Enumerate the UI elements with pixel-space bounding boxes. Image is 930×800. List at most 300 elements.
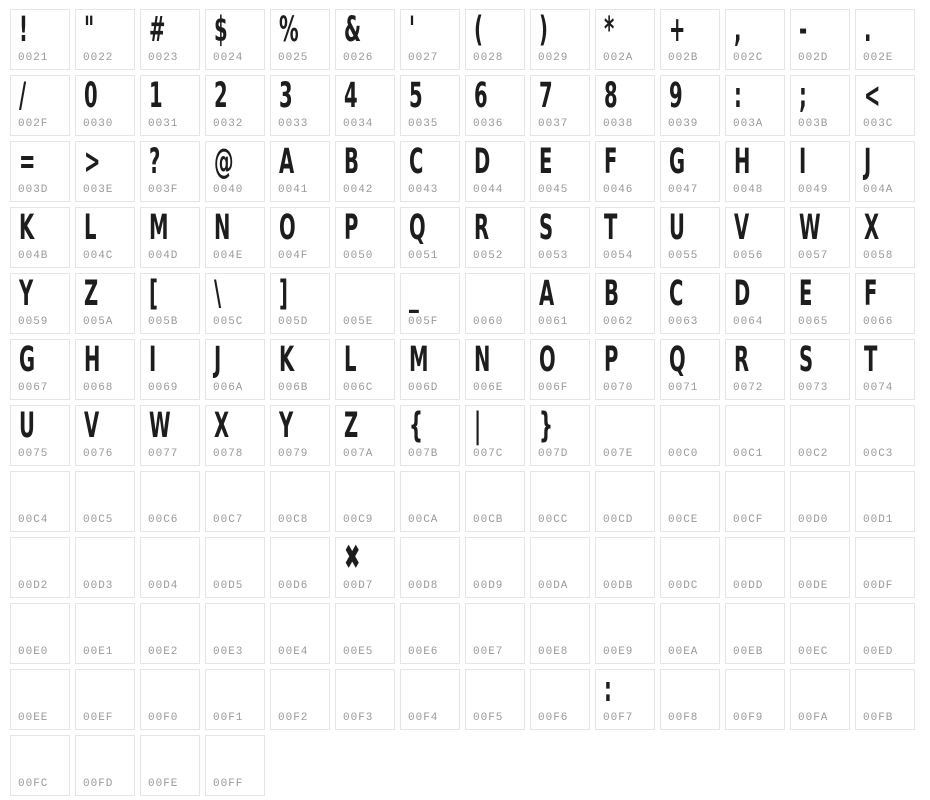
glyph-cell <box>855 405 915 466</box>
glyph-code-label: 00E0 <box>18 646 49 658</box>
glyph-cell <box>270 405 330 466</box>
glyph-char: 3 <box>279 76 293 116</box>
glyph-code-label: 00CF <box>733 514 764 526</box>
glyph-cell <box>270 273 330 334</box>
glyph-char: < <box>864 76 881 116</box>
glyph-char: { <box>409 406 423 446</box>
glyph-cell <box>660 339 720 400</box>
glyph-code-label: 002A <box>603 52 634 64</box>
glyph-code-label: 0041 <box>278 184 309 196</box>
glyph-code-label: 00C0 <box>668 448 699 460</box>
glyph-cell <box>465 207 525 268</box>
glyph-cell <box>400 9 460 70</box>
glyph-cell <box>400 471 460 532</box>
glyph-code-label: 00E6 <box>408 646 439 658</box>
glyph-cell <box>855 537 915 598</box>
glyph-cell <box>790 273 850 334</box>
glyph-cell <box>270 207 330 268</box>
glyph-char: , <box>734 10 742 50</box>
glyph-cell <box>725 471 785 532</box>
glyph-code-label: 0057 <box>798 250 829 262</box>
glyph-code-label: 0032 <box>213 118 244 130</box>
glyph-code-label: 00EB <box>733 646 764 658</box>
glyph-char: O <box>279 208 296 248</box>
glyph-cell <box>400 273 460 334</box>
glyph-code-label: 005E <box>343 316 374 328</box>
glyph-cell <box>465 471 525 532</box>
glyph-code-label: 003D <box>18 184 49 196</box>
glyph-char: N <box>214 208 231 248</box>
glyph-code-label: 0053 <box>538 250 569 262</box>
glyph-cell <box>790 9 850 70</box>
glyph-cell <box>205 471 265 532</box>
glyph-char: ? <box>149 142 161 182</box>
glyph-cell <box>530 471 590 532</box>
glyph-cell <box>400 405 460 466</box>
glyph-code-label: 0066 <box>863 316 894 328</box>
glyph-code-label: 0078 <box>213 448 244 460</box>
glyph-cell <box>140 405 200 466</box>
glyph-code-label: 00C9 <box>343 514 374 526</box>
glyph-code-label: 003B <box>798 118 829 130</box>
glyph-code-label: 00C7 <box>213 514 244 526</box>
glyph-code-label: 006C <box>343 382 374 394</box>
glyph-code-label: 0034 <box>343 118 374 130</box>
glyph-cell <box>400 75 460 136</box>
glyph-code-label: 00DE <box>798 580 829 592</box>
glyph-cell <box>660 603 720 664</box>
glyph-cell <box>75 603 135 664</box>
glyph-cell <box>400 207 460 268</box>
glyph-cell <box>140 735 200 796</box>
glyph-cell <box>270 9 330 70</box>
glyph-code-label: 0050 <box>343 250 374 262</box>
glyph-code-label: 00D3 <box>83 580 114 592</box>
glyph-cell <box>595 603 655 664</box>
glyph-cell <box>140 75 200 136</box>
glyph-code-label: 00DA <box>538 580 569 592</box>
glyph-cell <box>660 669 720 730</box>
glyph-cell <box>270 339 330 400</box>
glyph-cell <box>595 471 655 532</box>
glyph-code-label: 00E4 <box>278 646 309 658</box>
glyph-char: P <box>604 340 619 380</box>
glyph-char: N <box>474 340 491 380</box>
glyph-code-label: 00C6 <box>148 514 179 526</box>
glyph-char: : <box>734 76 742 116</box>
glyph-code-label: 0047 <box>668 184 699 196</box>
glyph-cell <box>790 669 850 730</box>
glyph-char: C <box>409 142 424 182</box>
glyph-cell <box>725 141 785 202</box>
glyph-cell <box>855 603 915 664</box>
glyph-code-label: 00CC <box>538 514 569 526</box>
glyph-char: 4 <box>344 76 358 116</box>
glyph-cell <box>205 537 265 598</box>
glyph-code-label: 0043 <box>408 184 439 196</box>
glyph-cell <box>140 471 200 532</box>
glyph-cell <box>140 273 200 334</box>
glyph-cell <box>790 339 850 400</box>
glyph-code-label: 0044 <box>473 184 504 196</box>
glyph-char: [ <box>149 274 158 314</box>
glyph-cell <box>855 75 915 136</box>
glyph-cell <box>530 273 590 334</box>
glyph-char: Z <box>84 274 99 314</box>
glyph-cell <box>465 603 525 664</box>
glyph-cell <box>595 9 655 70</box>
glyph-cell <box>660 75 720 136</box>
glyph-cell <box>660 405 720 466</box>
glyph-code-label: 0069 <box>148 382 179 394</box>
glyph-cell <box>725 339 785 400</box>
glyph-cell <box>270 669 330 730</box>
glyph-code-label: 007E <box>603 448 634 460</box>
glyph-code-label: 00EC <box>798 646 829 658</box>
glyph-cell <box>335 75 395 136</box>
glyph-code-label: 00E7 <box>473 646 504 658</box>
glyph-cell <box>725 75 785 136</box>
glyph-code-label: 006B <box>278 382 309 394</box>
glyph-code-label: 00D2 <box>18 580 49 592</box>
glyph-code-label: 00C1 <box>733 448 764 460</box>
glyph-char: W <box>799 208 821 248</box>
glyph-cell <box>725 273 785 334</box>
glyph-char: ! <box>19 10 28 50</box>
glyph-char: B <box>604 274 619 314</box>
glyph-char: I <box>149 340 157 380</box>
glyph-char: V <box>734 208 750 248</box>
glyph-char: E <box>539 142 553 182</box>
glyph-cell <box>270 75 330 136</box>
glyph-char: R <box>734 340 750 380</box>
glyph-cell <box>10 405 70 466</box>
glyph-code-label: 0072 <box>733 382 764 394</box>
glyph-cell <box>335 405 395 466</box>
glyph-char: V <box>84 406 100 446</box>
glyph-char: F <box>864 274 878 314</box>
glyph-code-label: 0061 <box>538 316 569 328</box>
glyph-char: Y <box>19 274 34 314</box>
glyph-code-label: 003C <box>863 118 894 130</box>
glyph-code-label: 00F9 <box>733 712 764 724</box>
glyph-cell <box>75 9 135 70</box>
glyph-cell <box>400 141 460 202</box>
glyph-char: ✖ <box>344 538 361 578</box>
glyph-code-label: 002E <box>863 52 894 64</box>
glyph-char: ; <box>799 76 807 116</box>
glyph-char: U <box>19 406 35 446</box>
glyph-cell <box>10 75 70 136</box>
glyph-cell <box>660 9 720 70</box>
glyph-cell <box>335 471 395 532</box>
glyph-cell <box>205 9 265 70</box>
glyph-code-label: 00F5 <box>473 712 504 724</box>
glyph-char: T <box>604 208 618 248</box>
glyph-code-label: 0038 <box>603 118 634 130</box>
glyph-char: 9 <box>669 76 683 116</box>
glyph-code-label: 002B <box>668 52 699 64</box>
glyph-cell <box>855 141 915 202</box>
glyph-code-label: 004C <box>83 250 114 262</box>
glyph-code-label: 00C4 <box>18 514 49 526</box>
glyph-char: $ <box>214 10 228 50</box>
glyph-cell <box>790 405 850 466</box>
glyph-cell <box>270 603 330 664</box>
glyph-cell <box>75 735 135 796</box>
glyph-cell <box>400 537 460 598</box>
glyph-cell <box>400 339 460 400</box>
glyph-char: K <box>279 340 295 380</box>
glyph-cell <box>725 537 785 598</box>
glyph-code-label: 0065 <box>798 316 829 328</box>
glyph-code-label: 002F <box>18 118 49 130</box>
glyph-cell <box>725 405 785 466</box>
glyph-cell <box>725 669 785 730</box>
glyph-code-label: 00F1 <box>213 712 244 724</box>
glyph-cell <box>270 141 330 202</box>
glyph-code-label: 00C5 <box>83 514 114 526</box>
glyph-code-label: 00DC <box>668 580 699 592</box>
glyph-char: ) <box>539 10 548 50</box>
glyph-code-label: 007C <box>473 448 504 460</box>
glyph-code-label: 0031 <box>148 118 179 130</box>
glyph-char: B <box>344 142 359 182</box>
glyph-char: > <box>84 142 101 182</box>
glyph-code-label: 00FE <box>148 778 179 790</box>
glyph-code-label: 006A <box>213 382 244 394</box>
glyph-cell <box>140 207 200 268</box>
glyph-code-label: 005F <box>408 316 439 328</box>
glyph-code-label: 0023 <box>148 52 179 64</box>
glyph-cell <box>595 207 655 268</box>
glyph-code-label: 00F0 <box>148 712 179 724</box>
glyph-cell <box>75 339 135 400</box>
glyph-cell <box>10 207 70 268</box>
glyph-char: M <box>149 208 169 248</box>
glyph-cell <box>140 9 200 70</box>
glyph-cell <box>530 603 590 664</box>
glyph-char: 8 <box>604 76 618 116</box>
glyph-cell <box>335 207 395 268</box>
glyph-code-label: 0055 <box>668 250 699 262</box>
glyph-code-label: 00FA <box>798 712 829 724</box>
glyph-cell <box>400 603 460 664</box>
glyph-cell <box>270 537 330 598</box>
glyph-cell <box>660 537 720 598</box>
glyph-char: Q <box>409 208 426 248</box>
glyph-char: _ <box>409 274 419 314</box>
glyph-cell <box>530 669 590 730</box>
glyph-code-label: 0039 <box>668 118 699 130</box>
glyph-cell <box>10 735 70 796</box>
glyph-cell <box>10 9 70 70</box>
glyph-char: 0 <box>84 76 98 116</box>
glyph-char: + <box>669 10 686 50</box>
glyph-cell <box>790 75 850 136</box>
glyph-char: H <box>734 142 751 182</box>
glyph-code-label: 00F7 <box>603 712 634 724</box>
glyph-char: 1 <box>149 76 163 116</box>
glyph-code-label: 0077 <box>148 448 179 460</box>
glyph-cell <box>335 141 395 202</box>
glyph-code-label: 00E8 <box>538 646 569 658</box>
glyph-cell <box>595 537 655 598</box>
glyph-cell <box>595 75 655 136</box>
glyph-cell <box>790 603 850 664</box>
glyph-code-label: 0056 <box>733 250 764 262</box>
glyph-code-label: 004E <box>213 250 244 262</box>
glyph-code-label: 0027 <box>408 52 439 64</box>
glyph-code-label: 00C3 <box>863 448 894 460</box>
glyph-cell <box>75 669 135 730</box>
glyph-code-label: 005B <box>148 316 179 328</box>
glyph-char: J <box>864 142 872 182</box>
glyph-char: # <box>149 10 166 50</box>
glyph-cell <box>10 537 70 598</box>
glyph-cell <box>855 471 915 532</box>
glyph-code-label: 0076 <box>83 448 114 460</box>
glyph-char: I <box>799 142 807 182</box>
glyph-char: W <box>149 406 171 446</box>
glyph-cell <box>465 75 525 136</box>
glyph-code-label: 0060 <box>473 316 504 328</box>
glyph-char: @ <box>214 142 234 182</box>
glyph-cell <box>660 207 720 268</box>
glyph-cell <box>465 405 525 466</box>
glyph-code-label: 0030 <box>83 118 114 130</box>
glyph-cell <box>530 405 590 466</box>
glyph-code-label: 00C8 <box>278 514 309 526</box>
glyph-cell <box>205 141 265 202</box>
glyph-cell <box>595 405 655 466</box>
glyph-cell <box>335 339 395 400</box>
glyph-cell <box>75 273 135 334</box>
glyph-char: R <box>474 208 490 248</box>
glyph-cell <box>530 207 590 268</box>
glyph-code-label: 00E1 <box>83 646 114 658</box>
glyph-char: ( <box>474 10 483 50</box>
glyph-char: Y <box>279 406 294 446</box>
glyph-char: 6 <box>474 76 488 116</box>
glyph-code-label: 004D <box>148 250 179 262</box>
glyph-code-label: 005A <box>83 316 114 328</box>
glyph-cell <box>465 537 525 598</box>
glyph-cell <box>660 141 720 202</box>
glyph-code-label: 0036 <box>473 118 504 130</box>
glyph-cell <box>790 537 850 598</box>
glyph-code-label: 0064 <box>733 316 764 328</box>
glyph-code-label: 004F <box>278 250 309 262</box>
glyph-char: D <box>474 142 491 182</box>
glyph-code-label: 003E <box>83 184 114 196</box>
glyph-code-label: 0073 <box>798 382 829 394</box>
glyph-code-label: 005C <box>213 316 244 328</box>
glyph-cell <box>725 9 785 70</box>
glyph-cell <box>465 9 525 70</box>
glyph-code-label: 00ED <box>863 646 894 658</box>
glyph-code-label: 00D0 <box>798 514 829 526</box>
glyph-code-label: 00CB <box>473 514 504 526</box>
glyph-code-label: 0029 <box>538 52 569 64</box>
glyph-code-label: 00E5 <box>343 646 374 658</box>
glyph-char: 2 <box>214 76 228 116</box>
glyph-char: C <box>669 274 684 314</box>
glyph-code-label: 00D5 <box>213 580 244 592</box>
glyph-cell <box>855 669 915 730</box>
glyph-char: O <box>539 340 556 380</box>
glyph-char: Q <box>669 340 686 380</box>
glyph-code-label: 00F3 <box>343 712 374 724</box>
glyph-cell <box>75 471 135 532</box>
glyph-code-label: 006F <box>538 382 569 394</box>
glyph-char: " <box>84 10 95 50</box>
glyph-code-label: 0079 <box>278 448 309 460</box>
glyph-code-label: 00D9 <box>473 580 504 592</box>
glyph-cell <box>595 669 655 730</box>
glyph-char: J <box>214 340 222 380</box>
glyph-code-label: 0037 <box>538 118 569 130</box>
glyph-cell <box>10 471 70 532</box>
glyph-code-label: 006D <box>408 382 439 394</box>
glyph-code-label: 00CA <box>408 514 439 526</box>
glyph-code-label: 0067 <box>18 382 49 394</box>
glyph-code-label: 00FB <box>863 712 894 724</box>
glyph-cell <box>205 207 265 268</box>
glyph-char: \ <box>214 274 222 314</box>
glyph-cell <box>335 603 395 664</box>
glyph-code-label: 00FD <box>83 778 114 790</box>
glyph-cell <box>465 141 525 202</box>
glyph-cell <box>530 75 590 136</box>
glyph-code-label: 00FF <box>213 778 244 790</box>
glyph-code-label: 00EE <box>18 712 49 724</box>
glyph-char: T <box>864 340 878 380</box>
glyph-char: A <box>279 142 295 182</box>
glyph-cell <box>400 669 460 730</box>
glyph-code-label: 006E <box>473 382 504 394</box>
glyph-code-label: 007B <box>408 448 439 460</box>
glyph-code-label: 00D7 <box>343 580 374 592</box>
glyph-char: . <box>864 10 872 50</box>
glyph-cell <box>595 273 655 334</box>
glyph-cell <box>205 669 265 730</box>
glyph-cell <box>725 603 785 664</box>
glyph-code-label: 00F6 <box>538 712 569 724</box>
glyph-char: - <box>799 10 808 50</box>
glyph-char: S <box>539 208 554 248</box>
glyph-code-label: 0070 <box>603 382 634 394</box>
glyph-code-label: 0075 <box>18 448 49 460</box>
glyph-code-label: 00EF <box>83 712 114 724</box>
glyph-char: H <box>84 340 101 380</box>
glyph-code-label: 00FC <box>18 778 49 790</box>
glyph-char: ' <box>409 10 416 50</box>
glyph-cell <box>855 207 915 268</box>
glyph-cell <box>790 141 850 202</box>
glyph-cell <box>660 471 720 532</box>
glyph-cell <box>10 339 70 400</box>
glyph-code-label: 00EA <box>668 646 699 658</box>
glyph-code-label: 002C <box>733 52 764 64</box>
glyph-code-label: 00F4 <box>408 712 439 724</box>
glyph-cell <box>270 471 330 532</box>
glyph-code-label: 0033 <box>278 118 309 130</box>
glyph-cell <box>140 669 200 730</box>
glyph-code-label: 0024 <box>213 52 244 64</box>
glyph-cell <box>855 339 915 400</box>
glyph-cell <box>10 273 70 334</box>
